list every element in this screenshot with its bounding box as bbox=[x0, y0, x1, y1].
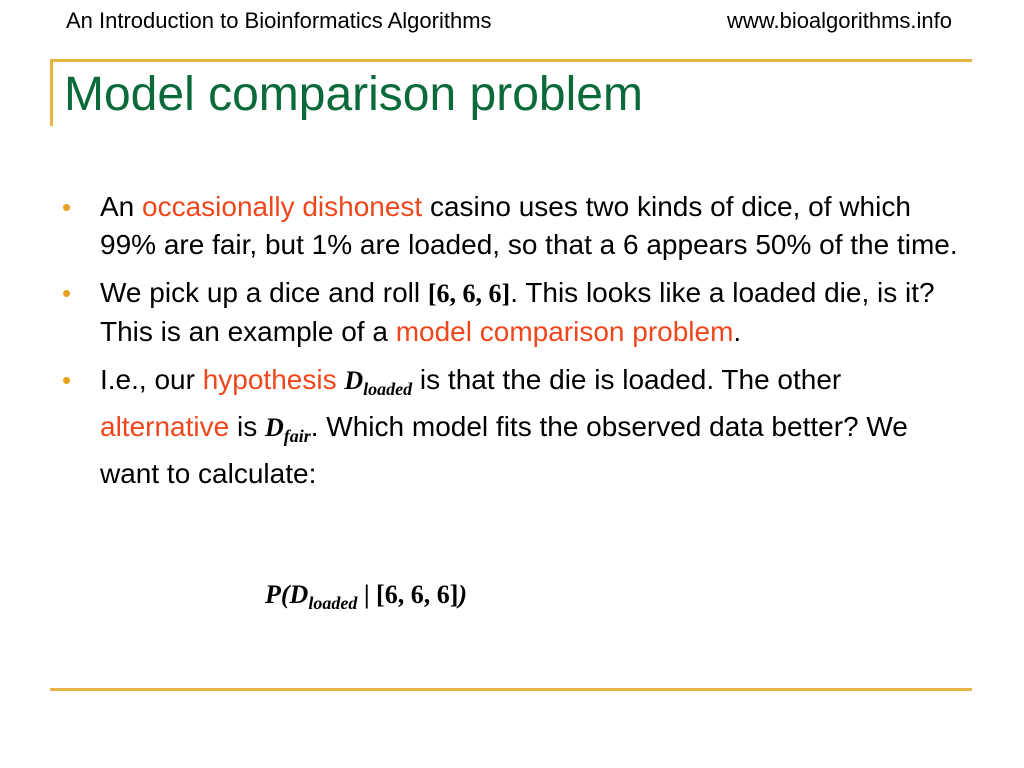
highlight-model-comparison-problem: model comparison problem bbox=[395, 316, 734, 347]
bullet-dot-icon: • bbox=[62, 278, 72, 308]
header-website: www.bioalgorithms.info bbox=[727, 8, 952, 33]
math-d-loaded: $D_{loaded}$ bbox=[344, 366, 413, 399]
bullet-dot-icon: • bbox=[62, 365, 72, 395]
highlight-alternative: alternative bbox=[100, 411, 230, 442]
bullet-dot-icon: • bbox=[62, 192, 72, 222]
title-side-rule bbox=[50, 60, 53, 126]
header-course-title: An Introduction to Bioinformatics Algorithms bbox=[66, 8, 492, 33]
bullet-item-2: • We pick up a dice and roll [6, 6, 6]. This looks like a loaded die, is it? This is an example of a model comparison problem. bbox=[58, 274, 968, 351]
slide-title: Model comparison problem bbox=[64, 68, 643, 121]
math-d-fair: $D_{fair}$ bbox=[264, 413, 311, 446]
highlight-hypothesis: hypothesis bbox=[202, 364, 337, 395]
probability-formula: P(Dloaded | [6, 6, 6]) bbox=[265, 580, 468, 613]
highlight-occasionally-dishonest: occasionally dishonest bbox=[142, 191, 423, 222]
bullet-item-1: • An occasionally dishonest casino uses two kinds of dice, of which 99% are fair, but 1% are loaded, so that a 6 appears 50% of the time. bbox=[58, 188, 968, 264]
roll-sequence: [6, 6, 6] bbox=[427, 279, 511, 308]
bullet-list bbox=[58, 188, 968, 503]
top-rule bbox=[50, 59, 972, 62]
bullet-item-3: • I.e., our hypothesis $D_{loaded}$ is that the die is loaded. The other alternative is $D_{fair}$. Which model fits the observed data better? We want to calculate: bbox=[58, 361, 968, 493]
bottom-rule bbox=[50, 688, 972, 691]
